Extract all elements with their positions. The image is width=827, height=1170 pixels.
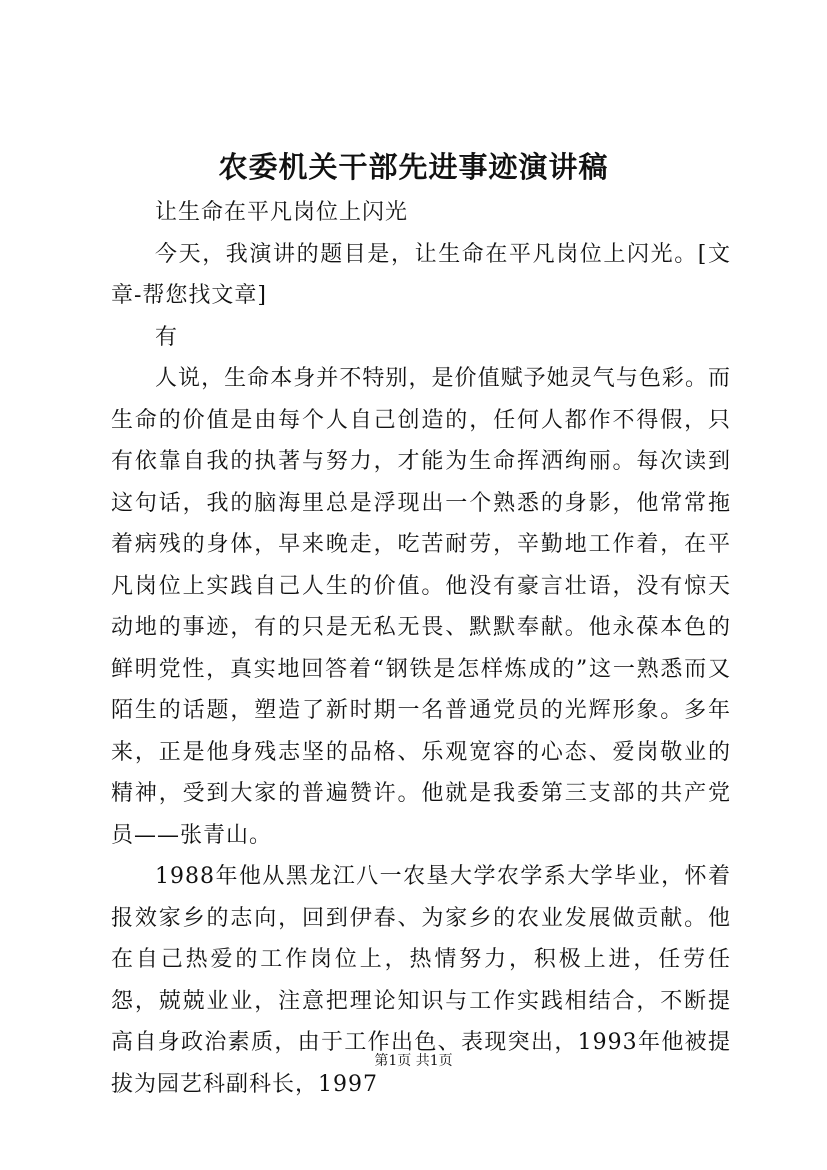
- paragraph-subtitle: 让生命在平凡岗位上闪光: [155, 200, 409, 225]
- paragraph-intro: 今天，我演讲的题目是，让生命在平凡岗位上闪光。[文章-帮您找文章]: [111, 241, 731, 308]
- document-body: [111, 192, 731, 1105]
- page-footer: 第1页 共1页: [374, 1053, 453, 1069]
- paragraph-fragment: 有: [155, 324, 179, 350]
- paragraph-career: 1988年他从黑龙江八一农垦大学农学系大学毕业，怀着报效家乡的志向，回到伊春、为家乡的农业发展做贡献。他在自己热爱的工作岗位上，热情努力，积极上进，任劳任怨，兢兢业业，注意把理论知识与工作实践相结合，不断提高自身政治素质，由于工作出色、表现突出，1993年他被提拔为园艺科副科长，1997: [111, 864, 731, 1097]
- document-title: 农委机关干部先进事迹演讲稿: [218, 150, 609, 184]
- paragraph-main: 人说，生命本身并不特别，是价值赋予她灵气与色彩。而生命的价值是由每个人自己创造的，任何人都作不得假，只有依靠自我的执著与努力，才能为生命挥洒绚丽。每次读到这句话，我的脑海里总是浮现出一个熟悉的身影，他常常拖着病残的身体，早来晚走，吃苦耐劳，辛勤地工作着，在平凡岗位上实践自己人生的价值。他没有豪言壮语，没有惊天动地的事迹，有的只是无私无畏、默默奉献。他永葆本色的鲜明党性，真实地回答着“钢铁是怎样炼成的”这一熟悉而又陌生的话题，塑造了新时期一名普通党员的光辉形象。多年来，正是他身残志坚的品格、乐观宽容的心态、爱岗敬业的精神，受到大家的普遍赞许。他就是我委第三支部的共产党员——张青山。: [111, 366, 731, 848]
